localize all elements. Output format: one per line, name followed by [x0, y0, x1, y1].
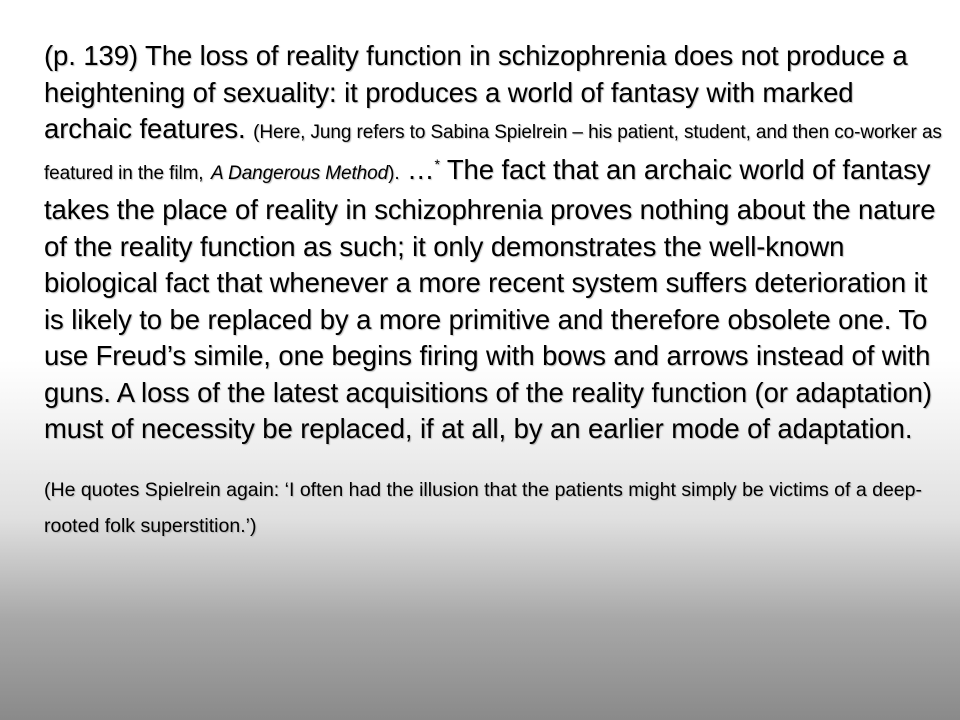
quote-text-part-1: (p. 139) The loss of reality function in schizophrenia does not produce a heightening of sexuality: it produces a world of fantasy with marked archaic features.: [44, 40, 908, 144]
editor-aside-close: ).: [388, 162, 400, 184]
footnote-marker: *: [434, 155, 440, 172]
ellipsis: …: [407, 153, 435, 185]
quote-text-part-2: The fact that an archaic world of fantasy takes the place of reality in schizophrenia proves nothing about the nature of the reality function as such; it only demonstrates the well-known biological fact that whenever a more recent system suffers deterioration it is likely to be replaced by a more primitive and therefore obsolete one. To use Freud’s simile, one begins firing with bows and arrows instead of with guns. A loss of the latest acquisitions of the reality function (or adaptation) must of necessity be replaced, if at all, by an earlier mode of adaptation.: [44, 153, 936, 444]
slide-content: [44, 38, 944, 544]
closing-note: (He quotes Spielrein again: ‘I often had the illusion that the patients might simply be victims of a deep-rooted folk superstition.’): [44, 478, 922, 537]
quote-paragraph: [44, 38, 944, 448]
editor-aside: (Here, Jung refers to Sabina Spielrein – his patient, student, and then co-worker as featured in the film,: [44, 122, 942, 184]
film-title: A Dangerous Method: [211, 162, 389, 184]
